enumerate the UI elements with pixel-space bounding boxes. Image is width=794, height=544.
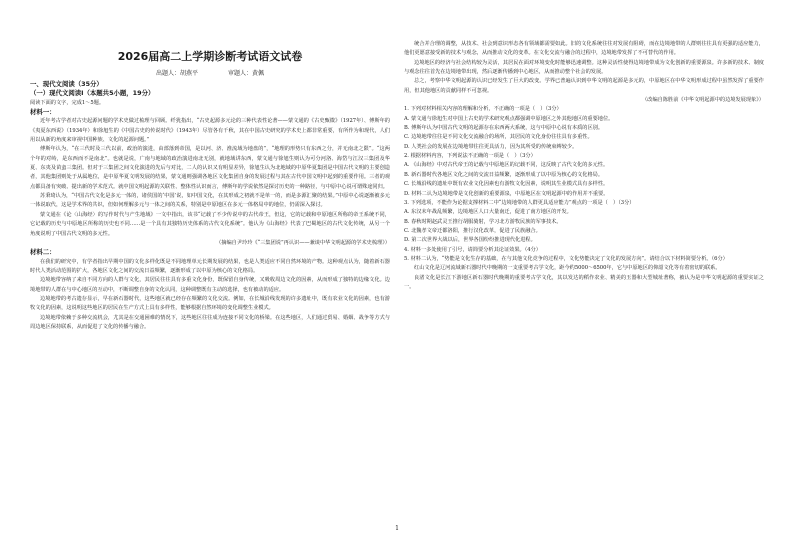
paragraph: 边境地带容纳了来自不同方向的人群与文化，其居民往往具有多重文化身份，既保留自身传统，又吸收周边文化的因素，从而形成了独特的边缘文化。边境地带的人群在与中心地区的互动中，不断调整自身的文化认同，这种调整既有主动的选择，也有被动的适应。 xyxy=(30,277,390,293)
instruction: 阅读下面的文字，完成1～5题。 xyxy=(30,99,105,106)
setter: 出题人：胡燕平 xyxy=(156,70,199,77)
option: D. 第二次世界大战以后，世界各国纷纷推进现代化进程。 xyxy=(404,237,536,244)
material-2-label: 材料二： xyxy=(30,248,56,257)
option: A. 《山海经》中对古代帝王的记载与中原地区的记载不同，这反映了古代文化的多元性。 xyxy=(404,162,609,169)
paragraph: 红山文化是辽河流域新石器时代中晚期的一支重要考古学文化，距今约5000～6500年，它与中原地区的仰韶文化等有着密切的联系。 xyxy=(414,265,721,272)
option: A. 蒙文通与徐旭生对中国上古史的学术研究观点都强调中原地区之外其他地区的重要地位。 xyxy=(404,115,614,122)
option: B. 春秋时期赵武灵王推行胡服骑射，学习北方游牧民族的军事技术。 xyxy=(404,218,562,225)
option: B. 傅斯年认为中国古代文明的起源存在东西两大系统，这与中原中心说有本质的区别。 xyxy=(404,125,604,132)
paragraph: 边境地带的考古遗存显示，早在新石器时代，这些地区就已经存在频繁的文化交流。例如，在长城沿线发现的许多遗址中，既有农业文化的因素，也有游牧文化的因素，这说明这些地区的居民在生产方式上具有多样性，能够根据自然环境的变化调整生业模式。 xyxy=(30,295,390,312)
option: C. 边境地带往往是不同文化交流融合的场所，其居民的文化身份往往具有多重性。 xyxy=(404,134,593,141)
paragraph: 傅斯年认为，“在三代时及三代以前，政治的演进，由部落到帝国，是以河、济、淮流域为地盘的”，“地理的形势只有东西之分，并无南北之限”。“这两个年的对峙，是东西而不是南北”。也就是说，广南与地域的政治演进南北无别，就地域讲东西，蒙文通与徐旭生则认为可分河洛、海岱与江汉三集团及华夏、东夷及苗蛮三集团。但对于三集团之间文化演进的先后与对比，二人的认识又有明显差异，徐旭生认为北地域的中原华夏集团是中国古代文明的主要创造者，其他集团则处于从属地位，是中原华夏文明发展的结果，蒙文通则强调各地区文化集团自身的发展过程与其在古代中国文明中起到的重要作用。三者的观点都具备有突破、提出新的学术范式。就中国文明起源的关联性、整体性认识而言，傅斯年的学说依然是探讨历史的一种路径，与中原中心说可谓殊途同归。 xyxy=(30,146,390,190)
page-number: 1 xyxy=(395,525,399,532)
paragraph: 在我们的研究中，有学者指出早期中国的文化多样化既是不同地理单元长期发展的结果，也是人类适应不同自然环境的产物。这种观点认为，随着新石器时代人类活动范围的扩大，各地区文化之间的交流日益频繁，逐渐形成了以中原为核心的文化格局。 xyxy=(30,258,390,274)
option: D. 人类社会的发展在边境地带往往更具活力，因为其所受的传统束缚较少。 xyxy=(404,143,578,150)
authors-line xyxy=(30,68,390,77)
subsection-heading: （一）现代文阅读Ⅰ（本题共5小题，19分） xyxy=(30,89,155,98)
paragraph: 苏秉琦认为，“中国古代文化是多元一体的，诸侯国的‘中国’说，如中国文化，在其形成之初就不是单一的，而是多源汇聚的结果。”中原中心说逐渐被多元一体说取代，这是学术界的共识，但如何理解多元与一体之间的关系，特别是中原地区在多元一体格局中的地位，仍需深入探讨。 xyxy=(30,193,390,209)
option: A. 东汉末年战乱频繁，边境地区人口大量南迁，促进了南方地区的开发。 xyxy=(404,209,572,216)
paragraph: 近年考古学者对古史起源问题的学术史做过梳理与回顾。纤犹指出，“古史起源多元论的三种代表性论著——蒙文通的《古史甄微》（1927年）、傅斯年的《夷夏东西说》（1934年）和徐旭生的《中国古史的传说时代》（1943年）尽管各有千秋，其在中国古史研究的学术史上都非常重要，有所作为和现代，人们用以从新的角度来审视中国种族、文化的起源问题。” xyxy=(30,118,390,144)
page-title: 2026届高二上学期诊断考试语文试卷 xyxy=(117,50,303,63)
question-4: 4. 材料一多处使用了引号，请简要分析其论证效果。（4分） xyxy=(404,246,541,253)
source-note: （摘编自尹玲玲《“三集团说”再认识——兼谈中华文明起源的学术史梳理》） xyxy=(216,239,390,246)
reviewer: 审题人：黄佩 xyxy=(227,70,264,77)
paragraph: 边境地带依赖于多种交流机会，尤其是在交通困难的情况下，这些地区往往成为连接不同文化的桥梁。在这些地区，人们通过贸易、婚姻、战争等方式与周边地区保持联系，从而促进了文化的传播与融合。 xyxy=(30,314,390,330)
option: D. 材料二认为边境地带是文化创新的重要源泉，中原地区在文明起源中的作用并不重要。 xyxy=(404,190,609,197)
paragraph: 统合并合理的调整，从技术、社会到意识形态各有领域都需要如此。旧的文化系统往往对发展有阻碍，而在边境地带的人群则往往具有更强的适应能力，他们更愿意接受新的技术与观念，从而推动文化的变革。在文化交流与融合的过程中，边境地带发挥了不可替代的作用。 xyxy=(404,41,764,57)
left-column xyxy=(30,80,390,332)
right-column xyxy=(404,40,764,292)
paragraph: 蒙文通在《论〈山海经〉的写作时代与产生地域》一文中指出，该书“记载了不少传说中的古代帝王，但这，它的记载和中原地区所称的帝王系统不同，它记载的历史与中原地区所称的历史也不同……是一个具有其独特历史体系的古代文化系统”。他认为《山海经》代表了巴蜀地区的古代文化传统，从另一个角度说明了中国古代文明的多元性。 xyxy=(30,211,390,237)
option: C. 北魏孝文帝迁都洛阳，推行汉化改革，促进了民族融合。 xyxy=(404,227,541,234)
paragraph: 边境地区的经济与社会结构较为灵活，其居民在面对环境变化时能够迅速调整。这种灵活性使得边境地带成为文化创新的重要源泉。许多新的技术、制度与观念往往首先在边境地带出现，然后逐渐传播到中心地区，从而推动整个社会的发展。 xyxy=(404,59,764,76)
option: C. 长城沿线的遗址中既有农业文化因素也有游牧文化因素，说明其生业模式具有多样性。 xyxy=(404,181,609,188)
paragraph: 良渚文化是长江下游地区新石器时代晚期的重要考古学文化，其以发达的稻作农业、精美的玉器和大型城址著称，被认为是中华文明起源的重要实证之一。 xyxy=(404,274,764,290)
material-1-label: 材料一： xyxy=(30,108,56,117)
question-3: 3. 下列选项，不能作为论据支撑材料二中“边境地带的人群更具适应能力”观点的一项是（ ）（3分） xyxy=(404,199,635,206)
source-note: （改编自陈胜前《中华文明起源中的边境发展现象》） xyxy=(642,97,764,104)
question-1: 1. 下列对材料相关内容的理解和分析，不正确的一项是（ ）（3分） xyxy=(404,106,562,113)
paragraph: 总之，考察中华文明起源的认识已经发生了巨大的改变。学界已普遍认识到中华文明的起源是多元的，中原地区在中华文明形成过程中虽然发挥了重要作用，但其他地区的贡献同样不可忽视。 xyxy=(404,78,764,94)
question-5: 5. 材料二认为，“势能是文化生存的基础，在与其他文化竞争的过程中，文化势能决定了文化的发展方向”。请结合以下材料简要分析。（6分） xyxy=(404,255,728,262)
question-2: 2. 根据材料内容，下列说法不正确的一项是（ ）（3分） xyxy=(404,153,536,160)
option: B. 新石器时代各地区文化之间的交流日益频繁，逐渐形成了以中原为核心的文化格局。 xyxy=(404,171,604,178)
section-heading: 一、现代文阅读（35分） xyxy=(30,80,103,88)
